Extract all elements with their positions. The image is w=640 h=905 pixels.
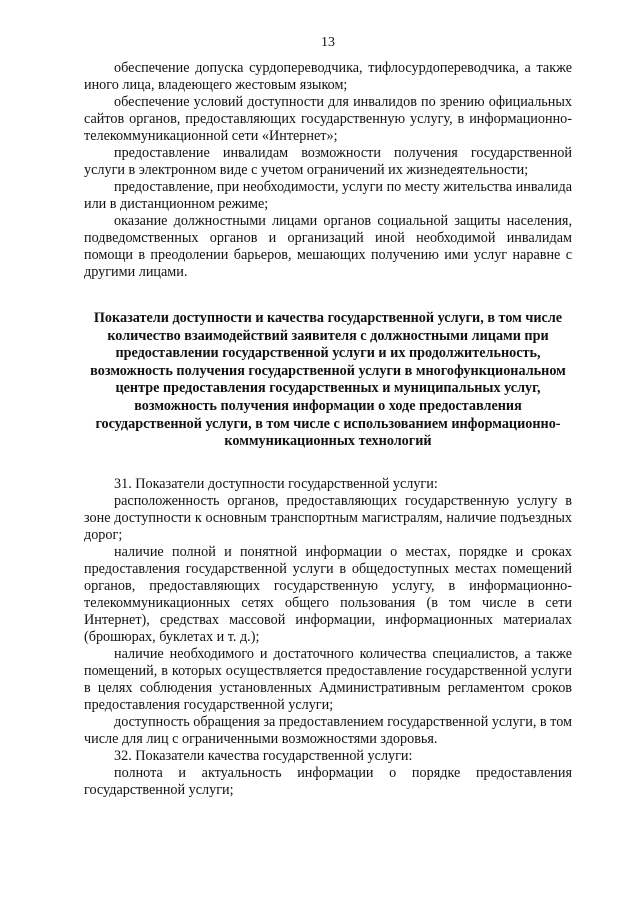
paragraph: оказание должностными лицами органов социальной защиты населения, подведомственных органов и организаций иной необходимой инвалидам помощи в преодолении барьеров, мешающих получению ими услуг наравне с другими лицами. xyxy=(84,213,572,280)
paragraph: 31. Показатели доступности государственной услуги: xyxy=(114,475,438,492)
section-heading-block xyxy=(84,310,572,451)
paragraph: 32. Показатели качества государственной услуги: xyxy=(114,747,413,764)
paragraph: обеспечение допуска сурдопереводчика, тифлосурдопереводчика, а также иного лица, владеющего жестовым языком; xyxy=(84,60,572,93)
document-page xyxy=(84,34,572,799)
top-paragraphs xyxy=(84,60,572,281)
paragraph: предоставление инвалидам возможности получения государственной услуги в электронном виде с учетом ограничений их жизнедеятельности; xyxy=(84,145,572,178)
paragraph: расположенность органов, предоставляющих государственную услугу в зоне доступности к основным транспортным магистралям, наличие подъездных дорог; xyxy=(84,492,572,543)
paragraph: наличие полной и понятной информации о местах, порядке и сроках предоставления государственной услуги в общедоступных местах помещений органов, предоставляющих государственную услугу, в информационно-телекоммуникационных сетях общего пользования (в том числе в сети Интернет), средствах массовой информации, информационных материалах (брошюрах, буклетах и т. д.); xyxy=(84,543,572,645)
paragraph: наличие необходимого и достаточного количества специалистов, а также помещений, в которых осуществляется предоставление государственной услуги в целях соблюдения установленных Административным регламентом сроков предоставления государственной услуги; xyxy=(84,645,572,713)
paragraph: доступность обращения за предоставлением государственной услуги, в том числе для лиц с ограниченными возможностями здоровья. xyxy=(84,713,572,747)
section-heading: Показатели доступности и качества государственной услуги, в том числе количество взаимодействий заявителя с должностными лицами при предоставлении государственной услуги и их продолжительность, возможность получения государственной услуги в многофункциональном центре предоставления государственных и муниципальных услуг, возможность получения информации о ходе предоставления государственной услуги, в том числе с использованием информационно-коммуникационных технологий xyxy=(90,310,566,450)
page-number: 13 xyxy=(321,35,335,50)
bottom-paragraphs xyxy=(84,476,572,799)
paragraph: предоставление, при необходимости, услуги по месту жительства инвалида или в дистанционном режиме; xyxy=(84,179,572,212)
paragraph: обеспечение условий доступности для инвалидов по зрению официальных сайтов органов, предоставляющих государственную услугу, в информационно-телекоммуникационной сети «Интернет»; xyxy=(84,94,572,144)
paragraph: полнота и актуальность информации о порядке предоставления государственной услуги; xyxy=(84,764,572,798)
